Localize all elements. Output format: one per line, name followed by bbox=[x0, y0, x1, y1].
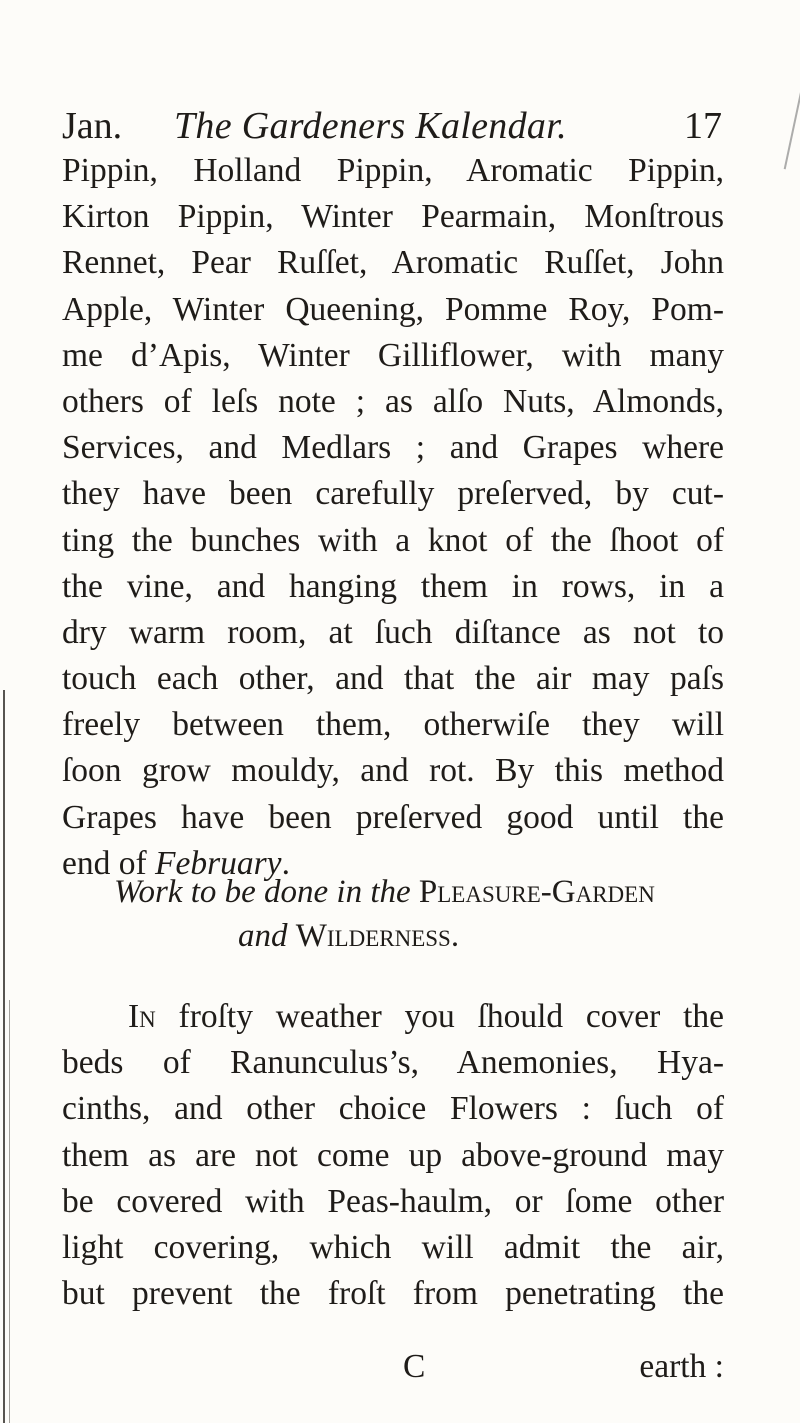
text-line: but prevent the froſt from penetrating the bbox=[62, 1275, 724, 1313]
footer-row bbox=[62, 1344, 724, 1390]
signature-mark: C bbox=[403, 1348, 426, 1385]
text-line: touch each other, and that the air may paſs bbox=[62, 660, 724, 698]
text-line: me d’Apis, Winter Gilliflower, with many bbox=[62, 336, 724, 374]
heading-smallcaps: Wilderness. bbox=[295, 918, 460, 954]
text-line: Apple, Winter Queening, Pomme Roy, Pom- bbox=[62, 290, 724, 328]
text-line: they have been carefully preſerved, by cut- bbox=[62, 475, 724, 513]
text-line: Services, and Medlars ; and Grapes where bbox=[62, 429, 724, 467]
text-line: Grapes have been preſerved good until the bbox=[62, 798, 724, 836]
text-line: Rennet, Pear Ruſſet, Aromatic Ruſſet, John bbox=[62, 244, 724, 282]
running-head bbox=[62, 98, 722, 154]
heading-italic: Work to be done in the bbox=[114, 874, 411, 910]
text-line: Pippin, Holland Pippin, Aromatic Pippin, bbox=[62, 152, 724, 189]
text-line: light covering, which will admit the air, bbox=[62, 1228, 724, 1266]
heading-smallcaps: Pleasure-Garden bbox=[418, 874, 655, 910]
catchword: earth : bbox=[639, 1348, 724, 1385]
text-line bbox=[62, 994, 724, 1040]
text-fragment: . bbox=[281, 844, 290, 882]
opening-smallcaps: In bbox=[128, 998, 156, 1035]
paragraph-pleasure-garden bbox=[62, 994, 724, 1317]
text-fragment: froſty weather you ſhould cover the bbox=[155, 998, 724, 1035]
text-line: the vine, and hanging them in rows, in a bbox=[62, 567, 724, 605]
section-heading-line-1 bbox=[62, 870, 724, 914]
page-edge-shadow-inner bbox=[9, 1000, 10, 1423]
page-number: 17 bbox=[684, 105, 722, 147]
heading-italic: and bbox=[238, 918, 288, 954]
running-head-month: Jan. bbox=[62, 105, 123, 147]
text-line: others of leſs note ; as alſo Nuts, Almonds, bbox=[62, 382, 724, 420]
text-line: beds of Ranunculus’s, Anemonies, Hya- bbox=[62, 1044, 724, 1082]
section-heading bbox=[62, 870, 724, 958]
page-corner-mark bbox=[784, 91, 800, 170]
italic-month: February bbox=[155, 844, 282, 882]
text-fragment: end of bbox=[62, 844, 156, 882]
text-line: be covered with Peas-haulm, or ſome other bbox=[62, 1182, 724, 1220]
page-edge-shadow bbox=[3, 690, 5, 1423]
text-line: them as are not come up above-ground may bbox=[62, 1136, 724, 1174]
section-heading-line-2 bbox=[62, 914, 724, 958]
text-line: dry warm room, at ſuch diſtance as not to bbox=[62, 613, 724, 651]
text-line: ting the bunches with a knot of the ſhoot of bbox=[62, 521, 724, 559]
running-head-title: The Gardeners Kalendar. bbox=[174, 105, 567, 147]
text-line: ſoon grow mouldy, and rot. By this method bbox=[62, 752, 724, 790]
paragraph-fruits bbox=[62, 148, 724, 887]
text-line: freely between them, otherwiſe they will bbox=[62, 706, 724, 744]
text-line: Kirton Pippin, Winter Pearmain, Monſtrous bbox=[62, 198, 724, 236]
text-line: cinths, and other choice Flowers : ſuch of bbox=[62, 1090, 724, 1128]
